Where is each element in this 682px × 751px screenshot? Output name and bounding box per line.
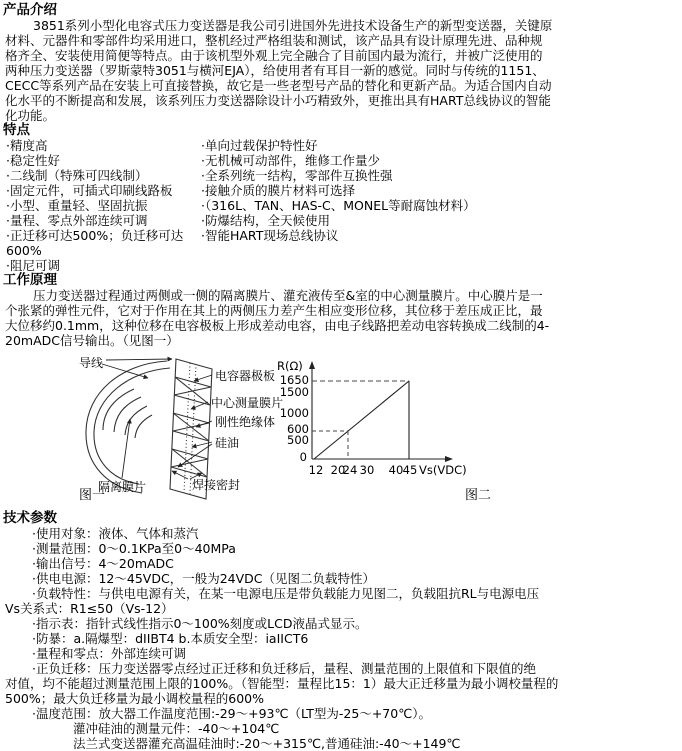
chart-series-line (314, 381, 409, 459)
feature-item-left: ·小型、重量轻、坚固抗振 (6, 198, 148, 213)
feature-item-left: ·量程、零点外部连续可调 (6, 213, 148, 228)
feature-item-right: ·（316L、TAN、HAS-C、MONEL等耐腐蚀材料） (201, 198, 476, 213)
spec-line: 对值，均不能超过测量范围上限的100%。（智能型：量程比15：1）最大正迁移量为最小调校量程的 (5, 676, 559, 691)
spec-line: ·温度范围：放大器工作温度范围:-29～+93℃（LT型为-25～+70℃）。 (32, 706, 431, 721)
y-tick: 1500 (279, 385, 309, 399)
section-title-specs: 技术参数 (3, 510, 57, 526)
fig1-label-center-diaphragm: 中心测量膜片 (211, 396, 284, 410)
intro-paragraph (3, 18, 682, 123)
feature-item-right: ·单向过载保护特性好 (201, 138, 318, 153)
feature-item-left: ·正迁移可达500%；负迁移可达 (6, 228, 184, 243)
y-axis-label: R(Ω) (277, 359, 303, 373)
feature-item-left: ·精度高 (6, 138, 48, 153)
feature-item-right: ·全系列统一结构，零部件互换性强 (201, 168, 393, 183)
y-tick: 0 (299, 450, 307, 464)
intro-line: 格齐全、安装使用简便等特点。由于该机型外观上完全融合了目前国内最为流行，并被广泛使用的 (5, 48, 543, 63)
feature-item-left: ·阻尼可调 (6, 258, 60, 273)
spec-line: ·使用对象：液体、气体和蒸汽 (32, 526, 199, 541)
feature-item-left: ·二线制（特殊可四线制） (6, 168, 148, 183)
section-title-principle: 工作原理 (3, 272, 57, 288)
x-axis-arrow-icon (445, 456, 453, 462)
spec-line: ·指示表：指针式线性指示0～100%刻度或LCD液晶式显示。 (32, 616, 368, 631)
figures-row (3, 348, 682, 511)
spec-line: ·测量范围：0～0.1KPa至0～40MPa (32, 541, 236, 556)
x-tick: 20 (330, 463, 346, 477)
intro-line: CECC等系列产品在安装上可直接替换，故它是一些老型号产品的替化和更新产品。为适合国内自动 (5, 78, 552, 93)
figure2-caption: 图二 (465, 488, 492, 503)
chart-axes (312, 366, 447, 459)
y-tick: 500 (287, 433, 309, 447)
principle-line: 个张紧的弹性元件，它对于作用在其上的两侧压力差产生相应变形位移，其位移于差压成正比，最 (5, 303, 543, 318)
section-title-features: 特点 (3, 122, 30, 138)
x-axis-label: Vs(VDC) (419, 463, 467, 477)
x-tick: 40 (388, 463, 404, 477)
principle-line: 压力变送器过程通过两侧或一侧的隔离膜片、灌充液传至&室的中心测量膜片。中心膜片是一 (33, 288, 543, 303)
feature-item-left: ·固定元件，可插式印刷线路板 (6, 183, 173, 198)
spec-line: ·负载特性：与供电电源有关，在某一电源电压是带负载能力见图二，负载阻抗RL与电源电压 (32, 586, 540, 601)
feature-item-right: ·防爆结构，全天候使用 (201, 213, 330, 228)
y-axis-arrow-icon (309, 361, 315, 369)
figure1-caption: 图一 (79, 488, 106, 503)
figure2-load-chart (267, 356, 497, 491)
spec-line: 500%；最大负迁移量为最小调校量程的600% (5, 691, 264, 706)
specs-list (3, 526, 682, 751)
sensor-capsule-outline (86, 361, 170, 493)
fig1-label-isolation-diaphragm: 隔离膜片 (98, 480, 147, 494)
principle-line: 20mADC信号输出。（见图一） (5, 333, 179, 348)
x-tick: 24 (342, 463, 358, 477)
spec-line: ·输出信号：4～20mADC (32, 556, 174, 571)
feature-item-right: ·智能HART现场总线协议 (201, 228, 339, 243)
features-list (3, 138, 682, 243)
section-title-intro: 产品介绍 (3, 2, 57, 18)
spec-line: 灌冲硅油的测量元件：-40～+104℃ (73, 721, 280, 736)
fig1-label-weld-seal: 焊接密封 (192, 478, 241, 492)
intro-line: 化功能。 (5, 108, 56, 123)
feature-carryover: 600% (6, 243, 42, 258)
intro-line: 两种压力变送器（罗斯蒙特3051与横河EJA），给使用者有耳目一新的感觉。同时与传统的1151、 (5, 63, 545, 78)
intro-line: 化水平的不断提高和发展，该系列压力变送器除设计小巧精致外，更推出具有HART总线协议的智能 (5, 93, 551, 108)
spec-line: ·量程和零点：外部连续可调 (32, 646, 186, 661)
spec-line: Vs关系式：R1≤50（Vs-12） (5, 601, 174, 616)
x-tick: 12 (308, 463, 324, 477)
spec-line: 法兰式变送器灌充高温硅油时:-20～+315℃,普通硅油:-40～+149℃ (73, 736, 461, 751)
principle-line: 大位移约0.1mm，这种位移在电容极板上形成差动电容，由电子线路把差动电容转换成二线制的4- (5, 318, 550, 333)
intro-line: 材料、元器件和零部件均采用进口，整机经过严格组装和测试，该产品具有设计原理先进、品种规 (5, 33, 543, 48)
y-tick: 600 (287, 422, 309, 436)
fig1-label-rigid-insulator: 刚性绝缘体 (215, 415, 276, 429)
feature-item-right: ·接触介质的膜片材料可选择 (201, 183, 355, 198)
fig1-label-lead-wire-icon: 导线 (79, 356, 104, 370)
spec-line: ·正负迁移：压力变送器零点经过正迁移和负迁移后，量程、测量范围的上限值和下限值的绝 (32, 661, 536, 676)
spec-line: ·供电电源：12～45VDC，一般为24VDC（见图二负载特性） (32, 571, 376, 586)
spec-line: ·防暴：a.隔爆型：dIIBT4 b.本质安全型：iaIICT6 (32, 631, 309, 646)
x-tick: 45 (402, 463, 418, 477)
principle-paragraph (3, 288, 682, 348)
x-tick: 30 (359, 463, 375, 477)
feature-item-right: ·无机械可动部件，维修工作量少 (201, 153, 380, 168)
fig1-label-capacitor-plate: 电容器极板 (215, 369, 276, 383)
intro-line: 3851系列小型化电容式压力变送器是我公司引进国外先进技术设备生产的新型变送器，关键原 (33, 18, 553, 33)
feature-item-left: ·稳定性好 (6, 153, 60, 168)
fig1-label-silicone-oil: 硅油 (215, 436, 240, 450)
y-tick: 1000 (279, 406, 309, 420)
y-tick: 1650 (279, 373, 309, 387)
